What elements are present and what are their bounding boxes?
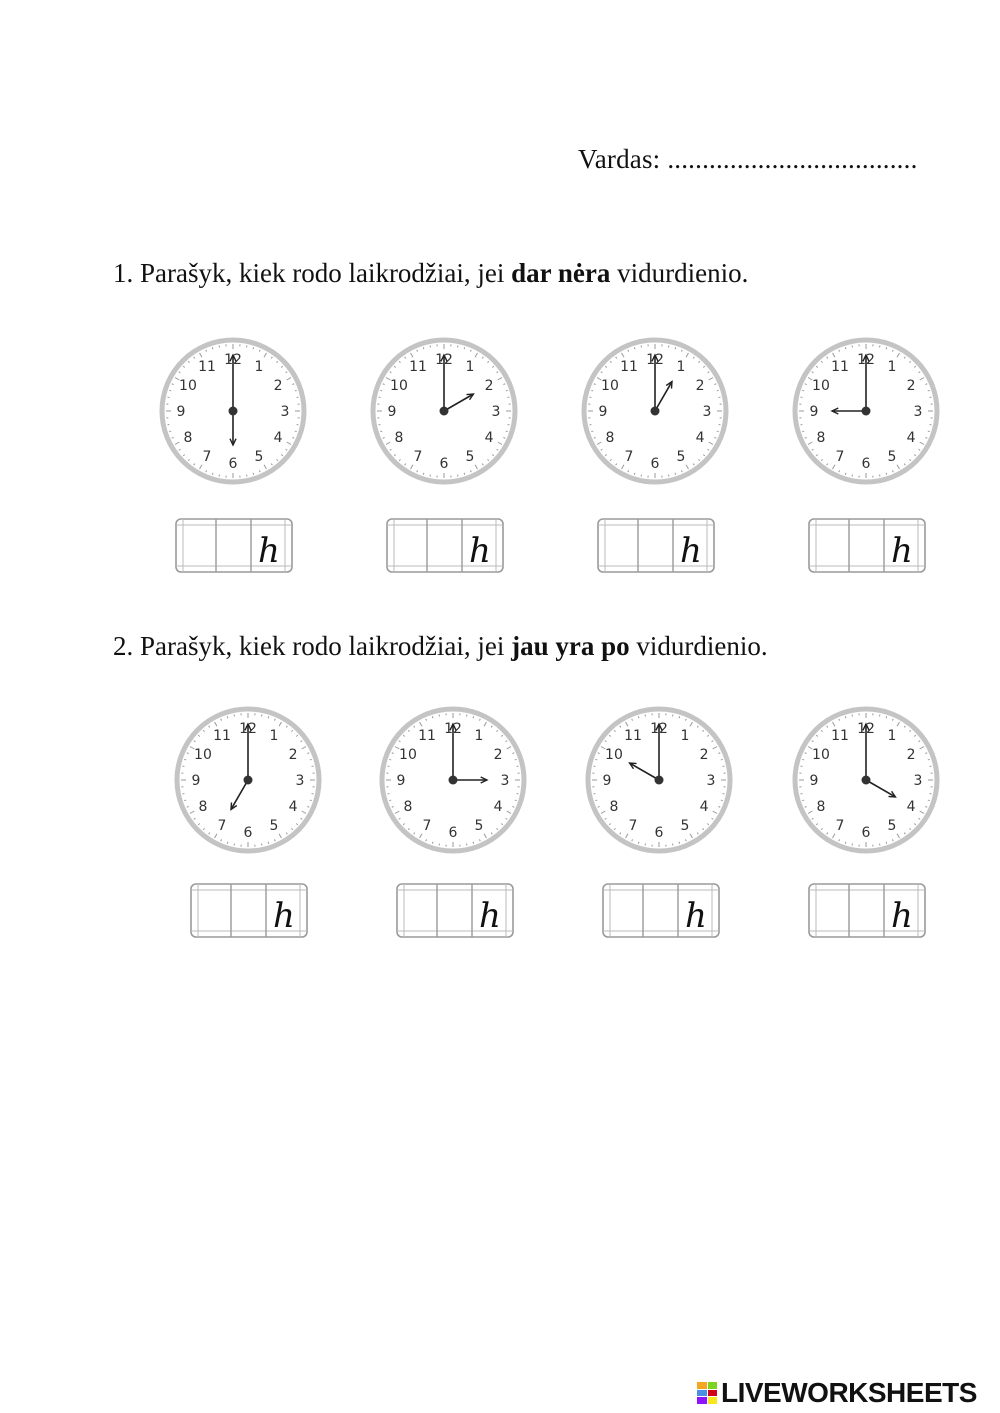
clock-number: 11	[409, 358, 427, 375]
clock-tick	[802, 390, 804, 391]
clock-number: 7	[413, 449, 423, 466]
clock-number: 9	[396, 773, 406, 789]
clock-tick	[638, 716, 639, 718]
clock-tick	[886, 716, 887, 718]
clock-tick	[638, 842, 639, 844]
answer-box-2-1	[190, 883, 308, 938]
clock-number: 12	[224, 352, 242, 368]
clock-number: 5	[474, 818, 484, 835]
clock-tick	[515, 800, 517, 801]
clock-number: 11	[198, 358, 216, 375]
clock-number: 6	[861, 456, 871, 472]
clock-number: 10	[605, 747, 623, 763]
clock-center	[244, 776, 253, 785]
clock-tick	[506, 390, 508, 391]
clock-number: 12	[650, 721, 668, 737]
answer-box-1-3	[597, 518, 715, 573]
task-1-bold: dar nėra	[511, 258, 611, 288]
clock-number: 9	[387, 404, 397, 420]
clock-number: 12	[444, 721, 462, 737]
clock-number: 7	[624, 449, 634, 466]
clock-number: 4	[493, 799, 503, 815]
clock-number: 12	[857, 721, 875, 737]
clock-tick	[295, 431, 297, 432]
clock-1-4	[790, 335, 942, 487]
clock-tick	[389, 759, 391, 760]
clock-tick	[595, 759, 597, 760]
clock-number: 10	[601, 378, 619, 394]
clock-number: 10	[812, 378, 830, 394]
clock-number: 10	[179, 378, 197, 394]
clock-number: 9	[191, 773, 201, 789]
clock-number: 3	[295, 773, 305, 789]
clock-tick	[634, 473, 635, 475]
clock-1-1	[157, 335, 309, 487]
clock-number: 1	[887, 358, 897, 375]
clock-number: 5	[887, 818, 897, 835]
answer-input-tens[interactable]	[196, 887, 232, 933]
clock-1-2	[368, 335, 520, 487]
clock-number: 4	[288, 799, 298, 815]
answer-box-2-4	[808, 883, 926, 938]
clock-number: 1	[269, 727, 279, 744]
clock-number: 3	[500, 773, 510, 789]
clock-number: 6	[243, 825, 253, 841]
clock-number: 2	[484, 378, 494, 394]
clock-number: 6	[228, 456, 238, 472]
clock-number: 1	[465, 358, 475, 375]
clock-number: 8	[183, 430, 193, 446]
clock-number: 1	[676, 358, 686, 375]
task-1-prefix: 1. Parašyk, kiek rodo laikrodžiai, jei	[113, 258, 512, 288]
clock-number: 6	[448, 825, 458, 841]
clock-tick	[212, 473, 213, 475]
clock-number: 7	[202, 449, 212, 466]
clock-tick	[886, 842, 887, 844]
clock-number: 11	[624, 727, 642, 744]
answer-input-ones[interactable]	[217, 522, 253, 568]
clock-tick	[253, 473, 254, 475]
clock-number: 5	[254, 449, 264, 466]
clock-number: 10	[194, 747, 212, 763]
clock-number: 4	[695, 430, 705, 446]
clock-tick	[227, 842, 228, 844]
clock-number: 1	[887, 727, 897, 744]
hour-unit-label: h	[891, 531, 913, 571]
clock-number: 4	[484, 430, 494, 446]
clock-tick	[591, 390, 593, 391]
clock-number: 6	[861, 825, 871, 841]
clock-tick	[595, 800, 597, 801]
clock-tick	[268, 716, 269, 718]
clock-number: 11	[831, 358, 849, 375]
clock-tick	[845, 473, 846, 475]
clock-number: 4	[273, 430, 283, 446]
task-2-instruction	[113, 631, 768, 662]
clock-number: 8	[394, 430, 404, 446]
clock-number: 3	[280, 404, 290, 420]
clock-tick	[310, 759, 312, 760]
clock-center	[862, 776, 871, 785]
task-2-bold: jau yra po	[511, 631, 630, 661]
clock-number: 2	[906, 747, 916, 763]
clock-number: 7	[835, 449, 845, 466]
logo-text: LIVEWORKSHEETS	[721, 1377, 977, 1408]
clock-tick	[380, 431, 382, 432]
clock-tick	[802, 800, 804, 801]
clock-number: 4	[906, 799, 916, 815]
clock-number: 12	[646, 352, 664, 368]
clock-number: 7	[422, 818, 432, 835]
clock-number: 10	[390, 378, 408, 394]
task-1-instruction	[113, 258, 748, 289]
clock-tick	[184, 759, 186, 760]
clock-2-4	[790, 704, 942, 856]
task-1-suffix: vidurdienio.	[610, 258, 749, 288]
clock-tick	[464, 347, 465, 349]
clock-number: 5	[680, 818, 690, 835]
clock-tick	[227, 716, 228, 718]
clock-tick	[928, 431, 930, 432]
clock-number: 12	[435, 352, 453, 368]
clock-center	[440, 407, 449, 416]
clock-number: 2	[273, 378, 283, 394]
clock-tick	[928, 759, 930, 760]
clock-number: 12	[239, 721, 257, 737]
clock-number: 7	[835, 818, 845, 835]
clock-tick	[432, 842, 433, 844]
clock-tick	[886, 347, 887, 349]
hour-unit-label: h	[273, 896, 295, 936]
answer-box-2-2	[396, 883, 514, 938]
clock-1-3	[579, 335, 731, 487]
clock-center	[651, 407, 660, 416]
answer-input-ones[interactable]	[850, 522, 886, 568]
clock-number: 4	[906, 430, 916, 446]
clock-tick	[721, 759, 723, 760]
hour-unit-label: h	[680, 531, 702, 571]
clock-number: 1	[680, 727, 690, 744]
clock-number: 1	[474, 727, 484, 744]
clock-tick	[212, 347, 213, 349]
clock-number: 11	[213, 727, 231, 744]
clock-tick	[634, 347, 635, 349]
clock-tick	[253, 347, 254, 349]
clock-number: 11	[831, 727, 849, 744]
clock-tick	[169, 431, 171, 432]
clock-number: 3	[913, 773, 923, 789]
answer-input-ones[interactable]	[232, 887, 268, 933]
task-2-suffix: vidurdienio.	[629, 631, 768, 661]
clock-center	[449, 776, 458, 785]
clock-number: 11	[620, 358, 638, 375]
clock-tick	[295, 390, 297, 391]
clock-number: 10	[812, 747, 830, 763]
clock-tick	[423, 347, 424, 349]
clock-number: 9	[176, 404, 186, 420]
hour-unit-label: h	[891, 896, 913, 936]
clock-number: 9	[809, 404, 819, 420]
clock-number: 6	[439, 456, 449, 472]
clock-tick	[845, 716, 846, 718]
answer-input-ones[interactable]	[639, 522, 675, 568]
clock-number: 3	[702, 404, 712, 420]
answer-input-tens[interactable]	[402, 887, 438, 933]
liveworksheets-logo-icon	[697, 1382, 717, 1404]
clock-number: 8	[198, 799, 208, 815]
clock-number: 9	[598, 404, 608, 420]
clock-tick	[721, 800, 723, 801]
clock-number: 5	[465, 449, 475, 466]
answer-input-ones[interactable]	[644, 887, 680, 933]
clock-number: 8	[609, 799, 619, 815]
clock-2-2	[377, 704, 529, 856]
answer-input-tens[interactable]	[608, 887, 644, 933]
clock-number: 2	[695, 378, 705, 394]
clock-tick	[675, 473, 676, 475]
clock-number: 10	[399, 747, 417, 763]
clock-number: 5	[676, 449, 686, 466]
hour-unit-label: h	[469, 531, 491, 571]
answer-input-tens[interactable]	[814, 522, 850, 568]
clock-number: 5	[269, 818, 279, 835]
clock-number: 8	[605, 430, 615, 446]
task-2-prefix: 2. Parašyk, kiek rodo laikrodžiai, jei	[113, 631, 512, 661]
clock-number: 8	[816, 799, 826, 815]
answer-input-ones[interactable]	[438, 887, 474, 933]
answer-box-2-3	[602, 883, 720, 938]
answer-input-ones[interactable]	[428, 522, 464, 568]
clock-number: 1	[254, 358, 264, 375]
clock-2-1	[172, 704, 324, 856]
clock-number: 4	[699, 799, 709, 815]
clock-number: 3	[491, 404, 501, 420]
clock-tick	[886, 473, 887, 475]
clock-tick	[591, 431, 593, 432]
clock-tick	[679, 842, 680, 844]
clock-tick	[845, 842, 846, 844]
clock-center	[655, 776, 664, 785]
clock-tick	[717, 390, 719, 391]
clock-2-3	[583, 704, 735, 856]
answer-input-ones[interactable]	[850, 887, 886, 933]
answer-input-tens[interactable]	[814, 887, 850, 933]
clock-number: 11	[418, 727, 436, 744]
clock-tick	[679, 716, 680, 718]
clock-number: 7	[217, 818, 227, 835]
name-line: Vardas: ....................................	[578, 144, 918, 174]
answer-input-tens[interactable]	[181, 522, 217, 568]
hour-unit-label: h	[685, 896, 707, 936]
clock-number: 12	[857, 352, 875, 368]
hour-unit-label: h	[479, 896, 501, 936]
clock-number: 3	[706, 773, 716, 789]
answer-box-1-2	[386, 518, 504, 573]
clock-center	[229, 407, 238, 416]
clock-number: 3	[913, 404, 923, 420]
clock-number: 9	[602, 773, 612, 789]
answer-input-tens[interactable]	[392, 522, 428, 568]
clock-number: 9	[809, 773, 819, 789]
clock-number: 6	[650, 456, 660, 472]
clock-tick	[473, 716, 474, 718]
clock-tick	[675, 347, 676, 349]
liveworksheets-logo	[697, 1378, 977, 1408]
clock-number: 2	[288, 747, 298, 763]
clock-tick	[802, 759, 804, 760]
clock-center	[862, 407, 871, 416]
clock-tick	[515, 759, 517, 760]
clock-tick	[845, 347, 846, 349]
clock-tick	[380, 390, 382, 391]
clock-tick	[184, 800, 186, 801]
clock-tick	[928, 800, 930, 801]
clock-number: 8	[816, 430, 826, 446]
clock-number: 2	[699, 747, 709, 763]
answer-input-tens[interactable]	[603, 522, 639, 568]
clock-tick	[310, 800, 312, 801]
clock-tick	[423, 473, 424, 475]
answer-box-1-4	[808, 518, 926, 573]
clock-tick	[473, 842, 474, 844]
clock-tick	[389, 800, 391, 801]
clock-tick	[506, 431, 508, 432]
clock-number: 2	[906, 378, 916, 394]
clock-tick	[268, 842, 269, 844]
clock-tick	[169, 390, 171, 391]
clock-tick	[464, 473, 465, 475]
clock-number: 6	[654, 825, 664, 841]
clock-number: 5	[887, 449, 897, 466]
clock-number: 2	[493, 747, 503, 763]
clock-number: 8	[403, 799, 413, 815]
hour-unit-label: h	[258, 531, 280, 571]
clock-tick	[717, 431, 719, 432]
clock-tick	[432, 716, 433, 718]
clock-tick	[802, 431, 804, 432]
clock-number: 7	[628, 818, 638, 835]
clock-tick	[928, 390, 930, 391]
answer-box-1-1	[175, 518, 293, 573]
